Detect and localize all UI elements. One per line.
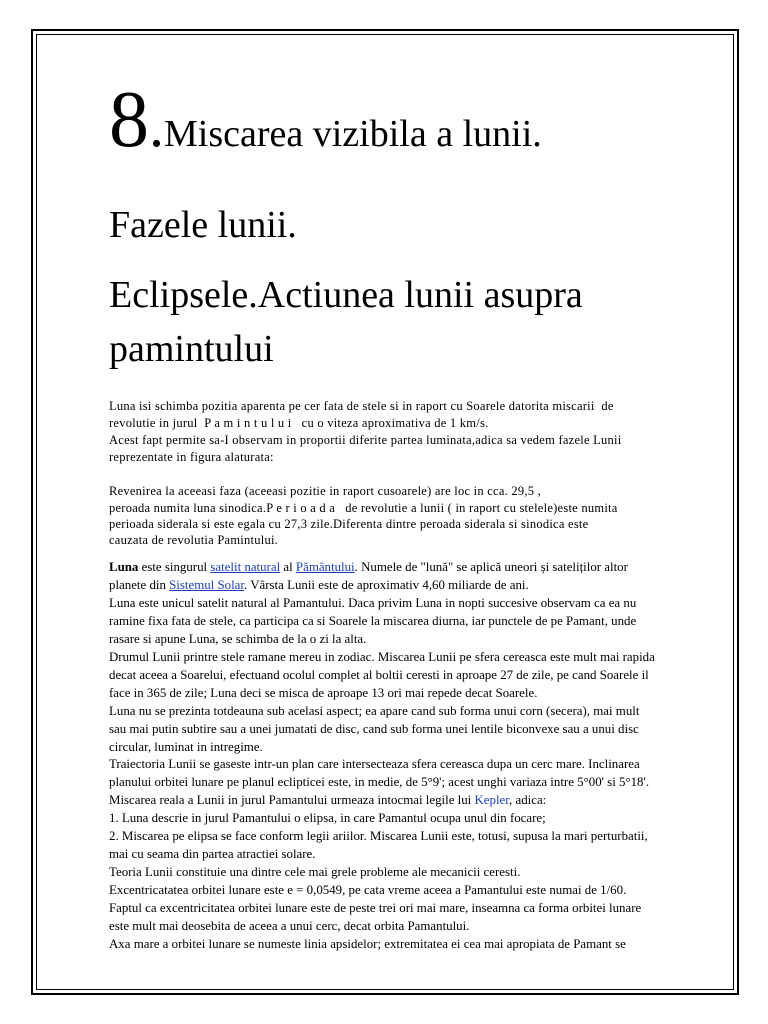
link-sistemul-solar[interactable]: Sistemul Solar xyxy=(169,577,244,592)
body-line: planului orbitei lunare pe planul eclipticei este, in medie, de 5°9'; acest unghi variaza intre 5°00' si 5°18'. xyxy=(109,775,650,790)
body-line: mai cu seama din partea atractiei solare. xyxy=(109,847,316,862)
intro-line: Revenirea la aceeasi faza (aceeasi pozitie in raport cusoarele) are loc in cca. 29,5 , xyxy=(109,484,542,498)
body-line: 2. Miscarea pe elipsa se face conform legii ariilor. Miscarea Lunii este, totusi, supusa la mari perturbatii, xyxy=(109,829,648,844)
subheading-earth: pamintului xyxy=(109,328,274,370)
body-line: rasare si apune Luna, se schimba de la o zi la alta. xyxy=(109,631,367,646)
body-line: Luna este unicul satelit natural al Pamantului. Daca privim Luna in nopti succesive observam ca ea nu xyxy=(109,595,637,610)
body-line: decat aceea a Soarelui, efectuand ocolul complet al boltii ceresti in aproape 27 de zile, pe cand Soarele il xyxy=(109,667,649,682)
body-line: face in 365 de zile; Luna deci se misca de aproape 13 ori mai repede decat Soarele. xyxy=(109,685,538,700)
body-text-span: . Vârsta Lunii este de aproximativ 4,60 miliarde de ani. xyxy=(244,577,529,592)
body-line xyxy=(109,577,729,595)
subheading-phases: Fazele lunii. xyxy=(109,204,297,246)
body-line: Excentricatatea orbitei lunare este e = 0,0549, pe cata vreme aceea a Pamantului este numai de 1/60. xyxy=(109,883,627,898)
subheading-eclipses: Eclipsele.Actiunea lunii asupra xyxy=(109,274,583,316)
chapter-number: 8 xyxy=(109,76,149,164)
intro-line: reprezentate in figura alaturata: xyxy=(109,450,274,464)
body-line: Luna nu se prezinta totdeauna sub acelasi aspect; ea apare cand sub forma unui corn (secera), mai mult xyxy=(109,703,640,718)
chapter-title xyxy=(109,76,542,164)
body-line xyxy=(109,792,729,810)
intro-line: peroada numita luna sinodica.P e r i o a d a de revolutie a lunii ( in raport cu stelele)este numita xyxy=(109,501,618,515)
link-pamantului[interactable]: Pământului xyxy=(295,560,355,574)
intro-line: Luna isi schimba pozitia aparenta pe cer fata de stele si in raport cu Soarele datorita miscarii de xyxy=(109,399,614,413)
luna-bold: Luna xyxy=(109,560,139,574)
body-line xyxy=(109,559,729,577)
intro-line: perioada siderala si este egala cu 27,3 zile.Diferenta dintre peroada siderala si sinodica este xyxy=(109,517,589,531)
body-line: Drumul Lunii printre stele ramane mereu in zodiac. Miscarea Lunii pe sfera cereasca este mult mai rapida xyxy=(109,649,655,664)
body-line: este mult mai deosebita de aceea a unui cerc, decat orbita Pamantului. xyxy=(109,919,470,934)
intro-line: revolutie in jurul P a m i n t u l u i cu o viteza aproximativa de 1 km/s. xyxy=(109,416,489,430)
link-kepler[interactable]: Kepler xyxy=(474,793,510,808)
body-line: Teoria Lunii constituie una dintre cele mai grele probleme ale mecanicii ceresti. xyxy=(109,865,521,880)
body-line: Axa mare a orbitei lunare se numeste linia apsidelor; extremitatea ei cea mai apropiata de Pamant se xyxy=(109,937,626,952)
body-line: 1. Luna descrie in jurul Pamantului o elipsa, in care Pamantul ocupa unul din focare; xyxy=(109,811,546,826)
body-line: ramine fixa fata de stele, ca participa ca si Soarele la miscarea diurna, iar punctele de pe Pamant, unde xyxy=(109,613,637,628)
body-line: sau mai putin subtire sau a unei jumatati de disc, cand sub forma unei lentile biconvexe sau a unui disc xyxy=(109,721,639,736)
body-text-span: . Numele de "lună" se aplică uneori și sateliților altor xyxy=(354,560,628,574)
body-text-span: Miscarea reala a Lunii in jurul Pamantului urmeaza intocmai legile lui xyxy=(109,793,475,808)
link-satelit-natural[interactable]: satelit natural xyxy=(210,560,281,574)
body-text xyxy=(109,559,729,954)
intro-line: Acest fapt permite sa-I observam in proportii diferite partea luminata,adica sa vedem fazele Lunii xyxy=(109,433,622,447)
body-line: Traiectoria Lunii se gaseste intr-un plan care intersecteaza sfera cereasca dupa un cerc mare. Inclinarea xyxy=(109,757,640,772)
body-text-span: al xyxy=(280,560,296,574)
body-text-span: este singurul xyxy=(138,560,211,574)
intro-line: cauzata de revolutia Pamintului. xyxy=(109,533,279,547)
body-text-span: planete din xyxy=(109,577,170,592)
body-line: circular, luminat in intregime. xyxy=(109,739,263,754)
chapter-title-text: Miscarea vizibila a lunii. xyxy=(164,113,542,155)
body-text-span: , adica: xyxy=(509,793,547,808)
body-line: Faptul ca excentricitatea orbitei lunare este de peste trei ori mai mare, inseamna ca forma orbitei lunare xyxy=(109,901,642,916)
chapter-dot: . xyxy=(149,93,164,159)
